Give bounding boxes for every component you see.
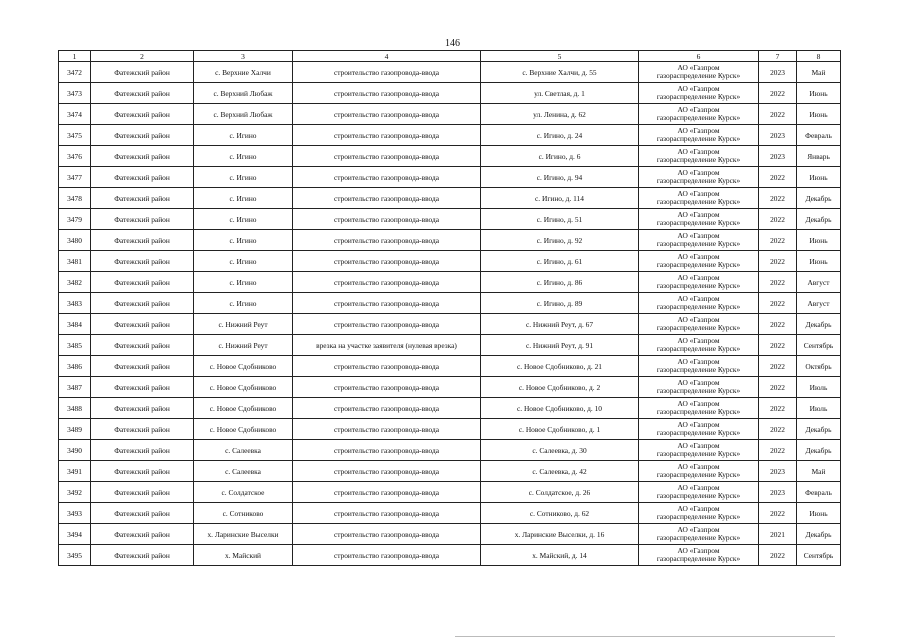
organization-line: газораспределение Курск» — [656, 365, 741, 374]
row-number-cell: 3483 — [59, 293, 91, 314]
year-cell: 2022 — [759, 419, 797, 440]
table-body — [59, 62, 841, 566]
organization-line: газораспределение Курск» — [656, 281, 741, 290]
page-number: 146 — [445, 38, 460, 49]
year-cell: 2022 — [759, 272, 797, 293]
organization-line: АО «Газпром — [677, 440, 720, 450]
address-cell: с. Сотниково, д. 62 — [481, 503, 639, 524]
work-type-cell: строительство газопровода-ввода — [293, 314, 481, 335]
district-cell: Фатежский район — [91, 146, 194, 167]
address-cell: с. Игино, д. 94 — [481, 167, 639, 188]
organization-line: АО «Газпром — [677, 251, 720, 261]
locality-cell: с. Игино — [194, 146, 293, 167]
organization-cell — [639, 524, 759, 545]
row-number-cell: 3474 — [59, 104, 91, 125]
gasification-schedule-table — [58, 50, 841, 566]
district-cell: Фатежский район — [91, 335, 194, 356]
year-cell: 2022 — [759, 83, 797, 104]
month-cell: Февраль — [797, 482, 841, 503]
organization-line: газораспределение Курск» — [656, 134, 741, 143]
work-type-cell: строительство газопровода-ввода — [293, 482, 481, 503]
month-cell: Май — [797, 62, 841, 83]
month-cell: Сентябрь — [797, 545, 841, 566]
district-cell: Фатежский район — [91, 461, 194, 482]
organization-line: газораспределение Курск» — [656, 344, 741, 353]
table-row — [59, 83, 841, 104]
organization-cell — [639, 335, 759, 356]
locality-cell: с. Нижний Реут — [194, 335, 293, 356]
organization-line: АО «Газпром — [677, 482, 720, 492]
address-cell: с. Игино, д. 24 — [481, 125, 639, 146]
table-row — [59, 230, 841, 251]
year-cell: 2023 — [759, 146, 797, 167]
table-row — [59, 104, 841, 125]
organization-line: АО «Газпром — [677, 293, 720, 303]
table-row — [59, 482, 841, 503]
address-cell: с. Нижний Реут, д. 91 — [481, 335, 639, 356]
address-cell: с. Игино, д. 6 — [481, 146, 639, 167]
organization-cell — [639, 251, 759, 272]
table-row — [59, 146, 841, 167]
locality-cell: с. Солдатское — [194, 482, 293, 503]
organization-line: газораспределение Курск» — [656, 407, 741, 416]
organization-line: газораспределение Курск» — [656, 197, 741, 206]
organization-cell — [639, 461, 759, 482]
organization-line: АО «Газпром — [677, 377, 720, 387]
address-cell: с. Игино, д. 114 — [481, 188, 639, 209]
address-cell: х. Майский, д. 14 — [481, 545, 639, 566]
district-cell: Фатежский район — [91, 419, 194, 440]
organization-line: АО «Газпром — [677, 62, 720, 72]
address-cell: с. Игино, д. 86 — [481, 272, 639, 293]
locality-cell: с. Верхний Любаж — [194, 104, 293, 125]
district-cell: Фатежский район — [91, 272, 194, 293]
row-number-cell: 3485 — [59, 335, 91, 356]
organization-line: АО «Газпром — [677, 272, 720, 282]
row-number-cell: 3491 — [59, 461, 91, 482]
organization-line: газораспределение Курск» — [656, 155, 741, 164]
month-cell: Декабрь — [797, 440, 841, 461]
year-cell: 2023 — [759, 461, 797, 482]
work-type-cell: строительство газопровода-ввода — [293, 503, 481, 524]
organization-cell — [639, 209, 759, 230]
year-cell: 2022 — [759, 188, 797, 209]
organization-line: газораспределение Курск» — [656, 71, 741, 80]
organization-line: АО «Газпром — [677, 398, 720, 408]
address-cell: с. Новое Сдобниково, д. 1 — [481, 419, 639, 440]
table-row — [59, 503, 841, 524]
month-cell: Июль — [797, 398, 841, 419]
organization-line: АО «Газпром — [677, 104, 720, 114]
row-number-cell: 3480 — [59, 230, 91, 251]
locality-cell: с. Нижний Реут — [194, 314, 293, 335]
locality-cell: с. Игино — [194, 251, 293, 272]
table-row — [59, 188, 841, 209]
locality-cell: с. Верхние Халчи — [194, 62, 293, 83]
month-cell: Июль — [797, 377, 841, 398]
locality-cell: х. Ларинские Выселки — [194, 524, 293, 545]
locality-cell: с. Игино — [194, 188, 293, 209]
locality-cell: с. Салеевка — [194, 440, 293, 461]
locality-cell: с. Игино — [194, 125, 293, 146]
locality-cell: х. Майский — [194, 545, 293, 566]
locality-cell: с. Новое Сдобниково — [194, 398, 293, 419]
locality-cell: с. Игино — [194, 230, 293, 251]
locality-cell: с. Новое Сдобниково — [194, 419, 293, 440]
month-cell: Июнь — [797, 251, 841, 272]
table-row — [59, 209, 841, 230]
address-cell: с. Игино, д. 51 — [481, 209, 639, 230]
address-cell: с. Игино, д. 61 — [481, 251, 639, 272]
district-cell: Фатежский район — [91, 377, 194, 398]
row-number-cell: 3484 — [59, 314, 91, 335]
month-cell: Февраль — [797, 125, 841, 146]
organization-line: газораспределение Курск» — [656, 554, 741, 563]
year-cell: 2022 — [759, 503, 797, 524]
address-cell: ул. Ленина, д. 62 — [481, 104, 639, 125]
row-number-cell: 3489 — [59, 419, 91, 440]
district-cell: Фатежский район — [91, 293, 194, 314]
address-cell: с. Солдатское, д. 26 — [481, 482, 639, 503]
month-cell: Июнь — [797, 230, 841, 251]
organization-cell — [639, 146, 759, 167]
organization-cell — [639, 314, 759, 335]
work-type-cell: строительство газопровода-ввода — [293, 230, 481, 251]
district-cell: Фатежский район — [91, 251, 194, 272]
district-cell: Фатежский район — [91, 398, 194, 419]
table-row — [59, 356, 841, 377]
work-type-cell: строительство газопровода-ввода — [293, 524, 481, 545]
organization-line: АО «Газпром — [677, 503, 720, 513]
district-cell: Фатежский район — [91, 62, 194, 83]
organization-line: АО «Газпром — [677, 230, 720, 240]
organization-cell — [639, 104, 759, 125]
organization-cell — [639, 83, 759, 104]
work-type-cell: строительство газопровода-ввода — [293, 167, 481, 188]
organization-line: газораспределение Курск» — [656, 302, 741, 311]
year-cell: 2022 — [759, 356, 797, 377]
district-cell: Фатежский район — [91, 503, 194, 524]
row-number-cell: 3481 — [59, 251, 91, 272]
address-cell: с. Новое Сдобниково, д. 21 — [481, 356, 639, 377]
organization-line: газораспределение Курск» — [656, 386, 741, 395]
column-header: 3 — [194, 51, 293, 62]
organization-cell — [639, 503, 759, 524]
year-cell: 2022 — [759, 377, 797, 398]
organization-line: АО «Газпром — [677, 335, 720, 345]
locality-cell: с. Сотниково — [194, 503, 293, 524]
year-cell: 2023 — [759, 482, 797, 503]
year-cell: 2022 — [759, 440, 797, 461]
organization-cell — [639, 167, 759, 188]
district-cell: Фатежский район — [91, 545, 194, 566]
table-row — [59, 335, 841, 356]
district-cell: Фатежский район — [91, 482, 194, 503]
organization-line: АО «Газпром — [677, 545, 720, 555]
district-cell: Фатежский район — [91, 104, 194, 125]
work-type-cell: строительство газопровода-ввода — [293, 356, 481, 377]
column-header: 6 — [639, 51, 759, 62]
organization-line: АО «Газпром — [677, 209, 720, 219]
organization-line: АО «Газпром — [677, 524, 720, 534]
organization-cell — [639, 356, 759, 377]
organization-cell — [639, 272, 759, 293]
year-cell: 2022 — [759, 293, 797, 314]
district-cell: Фатежский район — [91, 230, 194, 251]
address-cell: с. Игино, д. 92 — [481, 230, 639, 251]
scan-artifact-line — [455, 636, 835, 637]
organization-line: газораспределение Курск» — [656, 323, 741, 332]
locality-cell: с. Игино — [194, 209, 293, 230]
year-cell: 2023 — [759, 125, 797, 146]
month-cell: Сентябрь — [797, 335, 841, 356]
month-cell: Май — [797, 461, 841, 482]
month-cell: Декабрь — [797, 419, 841, 440]
organization-line: газораспределение Курск» — [656, 218, 741, 227]
organization-line: АО «Газпром — [677, 419, 720, 429]
month-cell: Декабрь — [797, 188, 841, 209]
column-header: 8 — [797, 51, 841, 62]
year-cell: 2022 — [759, 230, 797, 251]
district-cell: Фатежский район — [91, 209, 194, 230]
year-cell: 2022 — [759, 209, 797, 230]
table-row — [59, 524, 841, 545]
locality-cell: с. Игино — [194, 167, 293, 188]
work-type-cell: строительство газопровода-ввода — [293, 209, 481, 230]
column-header: 2 — [91, 51, 194, 62]
organization-cell — [639, 293, 759, 314]
work-type-cell: строительство газопровода-ввода — [293, 293, 481, 314]
month-cell: Август — [797, 293, 841, 314]
month-cell: Декабрь — [797, 209, 841, 230]
locality-cell: с. Игино — [194, 293, 293, 314]
row-number-cell: 3493 — [59, 503, 91, 524]
column-header: 1 — [59, 51, 91, 62]
month-cell: Июнь — [797, 83, 841, 104]
work-type-cell: строительство газопровода-ввода — [293, 545, 481, 566]
organization-line: АО «Газпром — [677, 356, 720, 366]
district-cell: Фатежский район — [91, 356, 194, 377]
year-cell: 2022 — [759, 314, 797, 335]
work-type-cell: строительство газопровода-ввода — [293, 251, 481, 272]
organization-cell — [639, 545, 759, 566]
row-number-cell: 3495 — [59, 545, 91, 566]
row-number-cell: 3478 — [59, 188, 91, 209]
work-type-cell: строительство газопровода-ввода — [293, 398, 481, 419]
row-number-cell: 3479 — [59, 209, 91, 230]
address-cell: х. Ларинские Выселки, д. 16 — [481, 524, 639, 545]
address-cell: с. Новое Сдобниково, д. 10 — [481, 398, 639, 419]
table-row — [59, 377, 841, 398]
work-type-cell: строительство газопровода-ввода — [293, 83, 481, 104]
organization-cell — [639, 482, 759, 503]
work-type-cell: строительство газопровода-ввода — [293, 188, 481, 209]
work-type-cell: строительство газопровода-ввода — [293, 272, 481, 293]
row-number-cell: 3488 — [59, 398, 91, 419]
district-cell: Фатежский район — [91, 83, 194, 104]
year-cell: 2022 — [759, 167, 797, 188]
work-type-cell: строительство газопровода-ввода — [293, 440, 481, 461]
district-cell: Фатежский район — [91, 314, 194, 335]
district-cell: Фатежский район — [91, 188, 194, 209]
table-row — [59, 461, 841, 482]
organization-line: газораспределение Курск» — [656, 428, 741, 437]
organization-line: АО «Газпром — [677, 146, 720, 156]
organization-cell — [639, 188, 759, 209]
address-cell: с. Нижний Реут, д. 67 — [481, 314, 639, 335]
year-cell: 2022 — [759, 545, 797, 566]
table-row — [59, 419, 841, 440]
organization-cell — [639, 377, 759, 398]
row-number-cell: 3475 — [59, 125, 91, 146]
organization-cell — [639, 62, 759, 83]
row-number-cell: 3490 — [59, 440, 91, 461]
organization-line: газораспределение Курск» — [656, 533, 741, 542]
organization-line: газораспределение Курск» — [656, 113, 741, 122]
organization-cell — [639, 398, 759, 419]
year-cell: 2021 — [759, 524, 797, 545]
table-row — [59, 398, 841, 419]
column-header: 7 — [759, 51, 797, 62]
month-cell: Декабрь — [797, 314, 841, 335]
month-cell: Июнь — [797, 503, 841, 524]
month-cell: Август — [797, 272, 841, 293]
district-cell: Фатежский район — [91, 440, 194, 461]
work-type-cell: строительство газопровода-ввода — [293, 419, 481, 440]
table-row — [59, 125, 841, 146]
year-cell: 2023 — [759, 62, 797, 83]
locality-cell: с. Новое Сдобниково — [194, 356, 293, 377]
organization-line: газораспределение Курск» — [656, 470, 741, 479]
table-row — [59, 314, 841, 335]
address-cell: с. Новое Сдобниково, д. 2 — [481, 377, 639, 398]
organization-line: газораспределение Курск» — [656, 176, 741, 185]
work-type-cell: врезка на участке заявителя (нулевая врезка) — [293, 335, 481, 356]
organization-cell — [639, 125, 759, 146]
table-row — [59, 440, 841, 461]
row-number-cell: 3473 — [59, 83, 91, 104]
address-cell: с. Салеевка, д. 30 — [481, 440, 639, 461]
locality-cell: с. Салеевка — [194, 461, 293, 482]
work-type-cell: строительство газопровода-ввода — [293, 146, 481, 167]
header-row — [59, 51, 841, 62]
organization-line: АО «Газпром — [677, 314, 720, 324]
organization-cell — [639, 230, 759, 251]
work-type-cell: строительство газопровода-ввода — [293, 461, 481, 482]
row-number-cell: 3472 — [59, 62, 91, 83]
organization-line: АО «Газпром — [677, 167, 720, 177]
row-number-cell: 3486 — [59, 356, 91, 377]
organization-line: АО «Газпром — [677, 461, 720, 471]
month-cell: Октябрь — [797, 356, 841, 377]
work-type-cell: строительство газопровода-ввода — [293, 62, 481, 83]
locality-cell: с. Игино — [194, 272, 293, 293]
month-cell: Январь — [797, 146, 841, 167]
organization-line: газораспределение Курск» — [656, 449, 741, 458]
row-number-cell: 3482 — [59, 272, 91, 293]
row-number-cell: 3492 — [59, 482, 91, 503]
row-number-cell: 3487 — [59, 377, 91, 398]
organization-cell — [639, 440, 759, 461]
organization-line: газораспределение Курск» — [656, 92, 741, 101]
work-type-cell: строительство газопровода-ввода — [293, 125, 481, 146]
month-cell: Июнь — [797, 104, 841, 125]
address-cell: с. Игино, д. 89 — [481, 293, 639, 314]
address-cell: ул. Светлая, д. 1 — [481, 83, 639, 104]
year-cell: 2022 — [759, 104, 797, 125]
organization-line: АО «Газпром — [677, 188, 720, 198]
row-number-cell: 3477 — [59, 167, 91, 188]
work-type-cell: строительство газопровода-ввода — [293, 104, 481, 125]
table-row — [59, 167, 841, 188]
organization-line: газораспределение Курск» — [656, 491, 741, 500]
table-row — [59, 62, 841, 83]
address-cell: с. Верхние Халчи, д. 55 — [481, 62, 639, 83]
row-number-cell: 3494 — [59, 524, 91, 545]
district-cell: Фатежский район — [91, 524, 194, 545]
organization-cell — [639, 419, 759, 440]
work-type-cell: строительство газопровода-ввода — [293, 377, 481, 398]
table-row — [59, 251, 841, 272]
column-header: 5 — [481, 51, 639, 62]
address-cell: с. Салеевка, д. 42 — [481, 461, 639, 482]
year-cell: 2022 — [759, 335, 797, 356]
locality-cell: с. Верхний Любаж — [194, 83, 293, 104]
district-cell: Фатежский район — [91, 125, 194, 146]
year-cell: 2022 — [759, 398, 797, 419]
year-cell: 2022 — [759, 251, 797, 272]
table-row — [59, 272, 841, 293]
column-header: 4 — [293, 51, 481, 62]
month-cell: Декабрь — [797, 524, 841, 545]
table-row — [59, 293, 841, 314]
month-cell: Июнь — [797, 167, 841, 188]
organization-line: газораспределение Курск» — [656, 239, 741, 248]
organization-line: газораспределение Курск» — [656, 260, 741, 269]
row-number-cell: 3476 — [59, 146, 91, 167]
district-cell: Фатежский район — [91, 167, 194, 188]
table-row — [59, 545, 841, 566]
organization-line: АО «Газпром — [677, 83, 720, 93]
organization-line: газораспределение Курск» — [656, 512, 741, 521]
organization-line: АО «Газпром — [677, 125, 720, 135]
locality-cell: с. Новое Сдобниково — [194, 377, 293, 398]
